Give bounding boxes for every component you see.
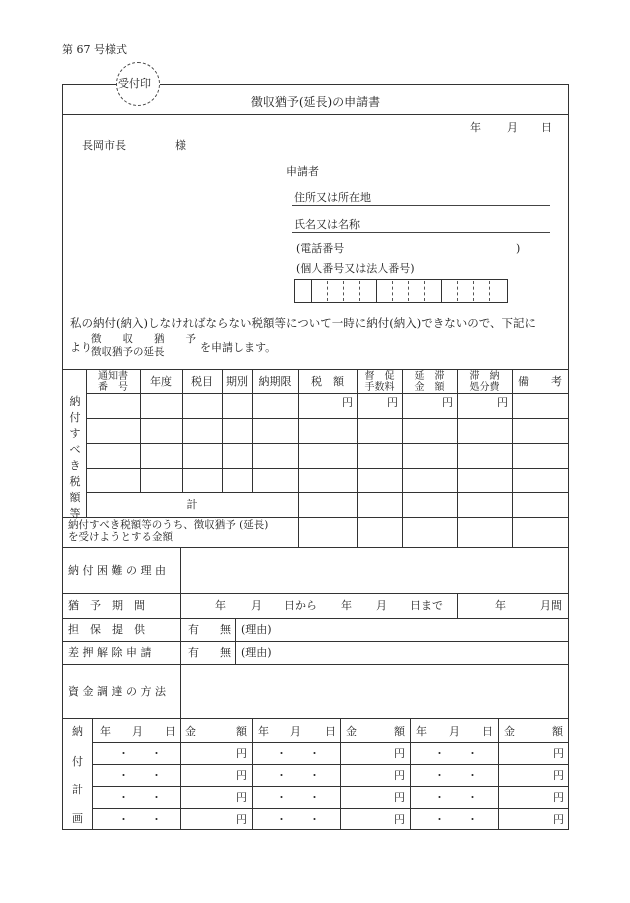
plan-header-day-3: 日 — [482, 725, 493, 738]
payment-plan-side-char-3: 計 — [72, 783, 83, 796]
plan-header-amount-a-2: 金 — [346, 725, 357, 738]
plan-date-r4-c3[interactable]: ・ ・ — [434, 813, 478, 826]
header-disposal-line1: 滞 納 — [469, 371, 500, 382]
plan-header-amount-b-1: 額 — [236, 725, 247, 738]
payment-plan-side-char-1: 納 — [72, 725, 83, 738]
header-disposal-line2: 処分費 — [469, 382, 500, 393]
reception-stamp-label: 受付印 — [118, 77, 151, 90]
plan-header-amount-b-3: 額 — [552, 725, 563, 738]
plan-header-year-1: 年 — [100, 725, 111, 738]
header-late-line1: 延 滞 — [414, 371, 445, 382]
plan-yen-r4-c1: 円 — [236, 813, 247, 826]
grace-to-day: 日まで — [410, 599, 443, 612]
plan-date-r2-c1[interactable]: ・ ・ — [118, 769, 162, 782]
id-number-label: (個人番号又は法人番号) — [296, 262, 415, 275]
seizure-release-yes[interactable]: 有 — [188, 646, 199, 659]
plan-yen-r3-c3: 円 — [553, 791, 564, 804]
statement-suffix: を申請します。 — [200, 341, 277, 354]
statement-line1: 私の納付(納入)しなければならない税額等について一時に納付(納入)できないので、下記に — [70, 316, 536, 330]
header-tax-item: 税目 — [191, 375, 213, 388]
header-fee-line2: 手数料 — [364, 382, 395, 393]
plan-yen-r4-c2: 円 — [394, 813, 405, 826]
seizure-release-no[interactable]: 無 — [220, 646, 231, 659]
payment-plan-side-char-2: 付 — [72, 755, 83, 768]
plan-yen-r4-c3: 円 — [553, 813, 564, 826]
statement-prefix: より — [70, 341, 92, 354]
plan-date-r1-c3[interactable]: ・ ・ — [434, 747, 478, 760]
plan-header-year-2: 年 — [258, 725, 269, 738]
phone-label: (電話番号 — [296, 242, 345, 255]
name-label: 氏名又は名称 — [294, 218, 360, 231]
header-due-date: 納期限 — [258, 375, 292, 388]
header-notice-number-line2: 番 号 — [98, 382, 128, 393]
seizure-release-label: 差 押 解 除 申 請 — [68, 646, 152, 659]
grace-to-year: 年 — [341, 599, 352, 612]
applicant-label: 申請者 — [286, 165, 319, 178]
form-number: 第 67 号様式 — [62, 43, 127, 56]
date-year: 年 — [470, 121, 481, 134]
address-label: 住所又は所在地 — [294, 191, 371, 204]
header-year: 年度 — [150, 375, 172, 388]
seizure-release-reason: (理由) — [241, 646, 272, 659]
plan-header-month-1: 月 — [132, 725, 143, 738]
plan-date-r2-c2[interactable]: ・ ・ — [276, 769, 320, 782]
plan-header-day-2: 日 — [325, 725, 336, 738]
address-line[interactable] — [292, 205, 550, 206]
collateral-reason: (理由) — [241, 623, 272, 636]
grace-months: 月間 — [540, 599, 562, 612]
header-remarks: 備 考 — [518, 375, 562, 388]
plan-header-month-2: 月 — [290, 725, 301, 738]
name-line[interactable] — [292, 232, 550, 233]
yen-unit-disposal: 円 — [497, 396, 508, 409]
plan-date-r1-c1[interactable]: ・ ・ — [118, 747, 162, 760]
plan-yen-r1-c3: 円 — [553, 747, 564, 760]
grace-from-year: 年 — [215, 599, 226, 612]
plan-date-r4-c1[interactable]: ・ ・ — [118, 813, 162, 826]
header-late-line2: 金 額 — [414, 382, 445, 393]
plan-header-amount-b-2: 額 — [394, 725, 405, 738]
grace-years: 年 — [495, 599, 506, 612]
plan-yen-r1-c1: 円 — [236, 747, 247, 760]
form-title: 徴収猶予(延長)の申請書 — [250, 95, 381, 109]
addressee-name: 長岡市長 — [82, 139, 126, 152]
plan-yen-r2-c2: 円 — [394, 769, 405, 782]
requested-amount-label-line2: を受けようとする金額 — [68, 531, 173, 543]
plan-header-amount-a-1: 金 — [185, 725, 196, 738]
header-fee-line1: 督 促 — [364, 371, 395, 382]
collateral-yes[interactable]: 有 — [188, 623, 199, 636]
plan-yen-r2-c3: 円 — [553, 769, 564, 782]
phone-close: ) — [516, 242, 521, 255]
payment-plan-side-char-4: 画 — [72, 812, 83, 825]
plan-date-r3-c3[interactable]: ・ ・ — [434, 791, 478, 804]
funding-method-label: 資 金 調 達 の 方 法 — [68, 685, 166, 698]
difficulty-label: 納 付 困 難 の 理 由 — [68, 564, 166, 577]
plan-yen-r2-c1: 円 — [236, 769, 247, 782]
header-tax-amount: 税 額 — [311, 375, 344, 388]
grace-from-month: 月 — [251, 599, 262, 612]
plan-date-r3-c1[interactable]: ・ ・ — [118, 791, 162, 804]
collateral-label: 担 保 提 供 — [68, 623, 145, 636]
plan-date-r4-c2[interactable]: ・ ・ — [276, 813, 320, 826]
yen-unit-tax: 円 — [342, 396, 353, 409]
plan-header-amount-a-3: 金 — [504, 725, 515, 738]
plan-date-r1-c2[interactable]: ・ ・ — [276, 747, 320, 760]
header-period: 期別 — [226, 375, 248, 388]
statement-option2: 徴収猶予の延長 — [91, 346, 165, 358]
plan-header-month-3: 月 — [449, 725, 460, 738]
plan-yen-r3-c2: 円 — [394, 791, 405, 804]
yen-unit-fee: 円 — [387, 396, 398, 409]
plan-date-r2-c3[interactable]: ・ ・ — [434, 769, 478, 782]
yen-unit-late: 円 — [442, 396, 453, 409]
total-label: 計 — [186, 498, 198, 511]
plan-date-r3-c2[interactable]: ・ ・ — [276, 791, 320, 804]
requested-amount-label-line1: 納付すべき税額等のうち、徴収猶予 (延長) — [68, 519, 269, 531]
tax-side-label: 納付すべき税額等 — [69, 395, 81, 520]
grace-period-label: 猶 予 期 間 — [68, 599, 145, 612]
plan-yen-r1-c2: 円 — [394, 747, 405, 760]
plan-yen-r3-c1: 円 — [236, 791, 247, 804]
grace-from-day: 日から — [284, 599, 317, 612]
plan-header-year-3: 年 — [416, 725, 427, 738]
plan-header-day-1: 日 — [165, 725, 176, 738]
date-day: 日 — [541, 121, 552, 134]
header-notice-number-line1: 通知書 — [98, 371, 128, 382]
date-month: 月 — [507, 121, 518, 134]
addressee-honorific: 様 — [175, 139, 186, 152]
collateral-no[interactable]: 無 — [220, 623, 231, 636]
statement-option1: 徴 収 猶 予 — [91, 333, 196, 345]
grace-to-month: 月 — [376, 599, 387, 612]
